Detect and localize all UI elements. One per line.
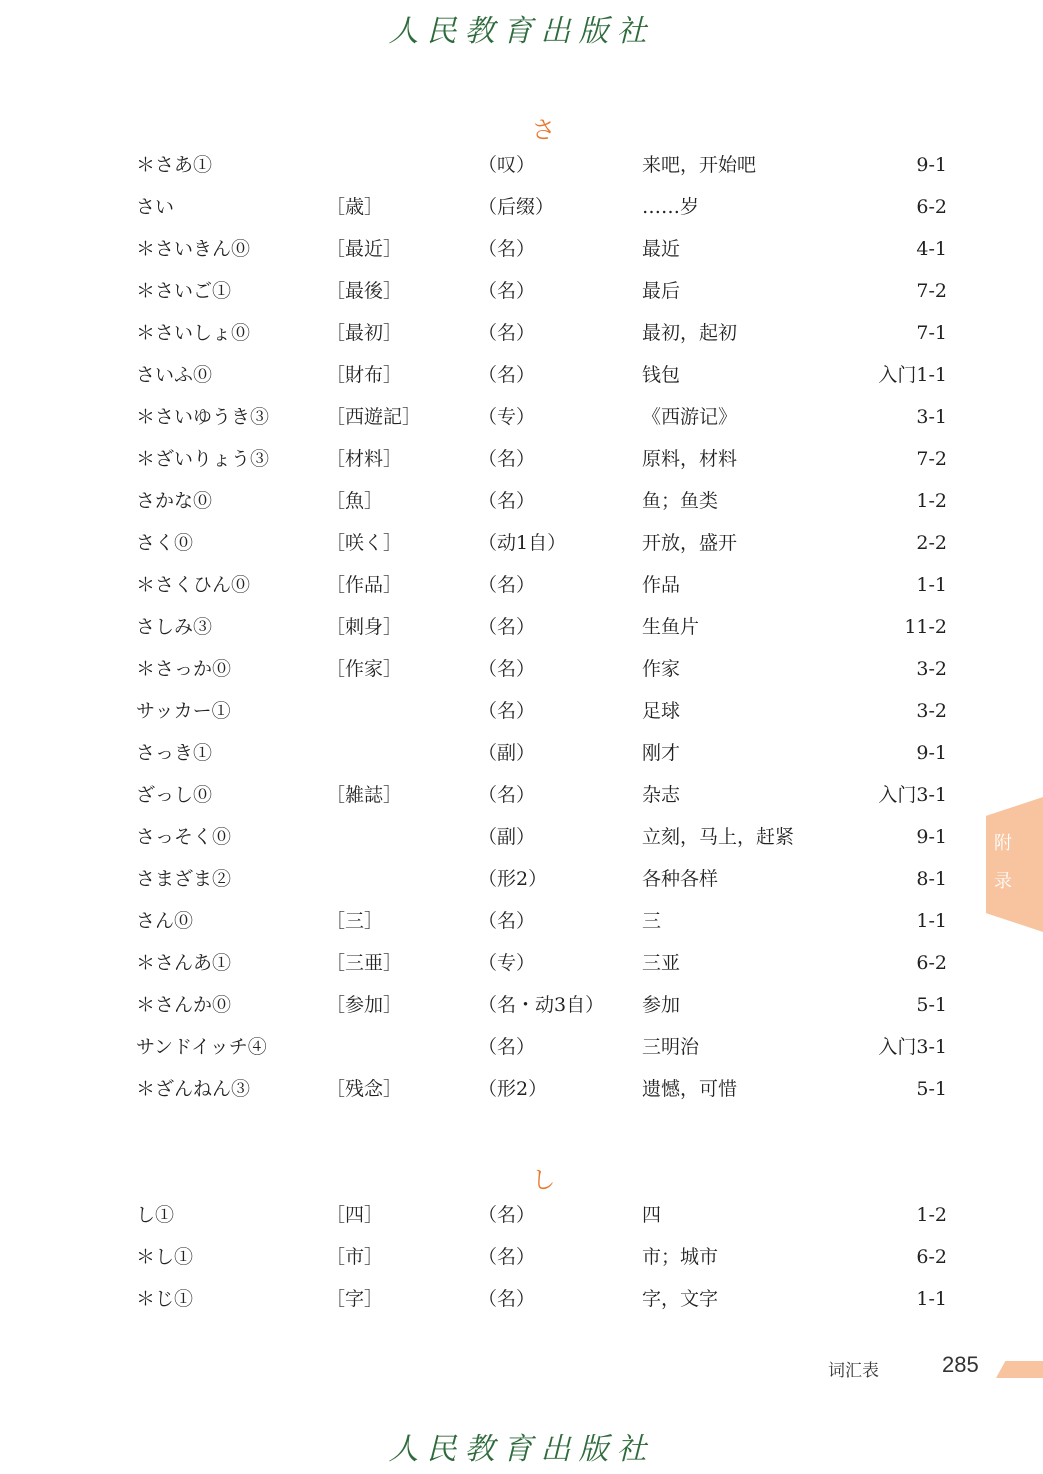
vocab-reading: ＊さんあ①	[136, 952, 232, 974]
vocab-reading: さん⓪	[136, 910, 194, 932]
vocab-row	[0, 312, 1043, 354]
vocab-lesson: 入门1-1	[878, 364, 947, 386]
vocab-lesson: 3-1	[916, 406, 947, 428]
vocab-meaning: 最初，起初	[642, 322, 738, 344]
vocab-part-of-speech: （名）	[478, 490, 536, 512]
vocab-meaning: 参加	[642, 994, 681, 1016]
footer-section-label: 词汇表	[828, 1361, 879, 1381]
vocab-kanji: ［四］	[326, 1204, 384, 1226]
vocab-row	[0, 648, 1043, 690]
vocab-row	[0, 690, 1043, 732]
vocab-meaning: 杂志	[642, 784, 681, 806]
vocab-lesson: 1-2	[916, 490, 947, 512]
vocab-reading: サッカー①	[136, 700, 231, 722]
vocab-meaning: 市；城市	[642, 1246, 719, 1268]
vocab-part-of-speech: （名）	[478, 364, 536, 386]
vocab-meaning: 各种各样	[642, 868, 719, 890]
vocab-part-of-speech: （名・动3自）	[478, 994, 605, 1016]
vocab-meaning: 钱包	[642, 364, 681, 386]
vocab-reading: さかな⓪	[136, 490, 213, 512]
vocab-lesson: 7-2	[916, 280, 947, 302]
vocab-row	[0, 774, 1043, 816]
vocab-list-sa	[0, 144, 1043, 1110]
vocab-meaning: 作品	[642, 574, 681, 596]
vocab-part-of-speech: （形2）	[478, 868, 548, 890]
vocab-row	[0, 816, 1043, 858]
vocab-meaning: 刚才	[642, 742, 681, 764]
vocab-meaning: 最后	[642, 280, 681, 302]
vocab-part-of-speech: （名）	[478, 700, 536, 722]
vocab-reading: さっき①	[136, 742, 213, 764]
vocab-meaning: 开放，盛开	[642, 532, 738, 554]
vocab-part-of-speech: （名）	[478, 784, 536, 806]
vocab-row	[0, 1068, 1043, 1110]
vocab-part-of-speech: （副）	[478, 826, 536, 848]
vocab-part-of-speech: （名）	[478, 1204, 536, 1226]
vocab-part-of-speech: （名）	[478, 322, 536, 344]
vocab-meaning: 鱼；鱼类	[642, 490, 719, 512]
vocab-meaning: 遗憾，可惜	[642, 1078, 738, 1100]
vocab-reading: ＊し①	[136, 1246, 194, 1268]
vocab-row	[0, 396, 1043, 438]
vocab-meaning: 三	[642, 910, 662, 932]
page-number: 285	[942, 1352, 979, 1377]
vocab-lesson: 1-1	[916, 1288, 947, 1310]
vocab-meaning: 三亚	[642, 952, 681, 974]
vocab-kanji: ［三亜］	[326, 952, 403, 974]
vocab-row	[0, 438, 1043, 480]
vocab-part-of-speech: （名）	[478, 280, 536, 302]
vocab-lesson: 11-2	[904, 616, 947, 638]
vocab-row	[0, 480, 1043, 522]
vocab-lesson: 9-1	[916, 826, 947, 848]
vocab-row	[0, 522, 1043, 564]
vocab-part-of-speech: （专）	[478, 952, 536, 974]
vocab-reading: ＊さあ①	[136, 154, 213, 176]
vocab-row	[0, 354, 1043, 396]
vocab-part-of-speech: （后缀）	[478, 196, 555, 218]
vocab-lesson: 6-2	[916, 952, 947, 974]
vocab-meaning: 《西游记》	[642, 406, 738, 428]
vocab-lesson: 7-1	[916, 322, 947, 344]
vocab-lesson: 5-1	[916, 994, 947, 1016]
vocab-part-of-speech: （形2）	[478, 1078, 548, 1100]
vocab-reading: ＊じ①	[136, 1288, 194, 1310]
vocab-part-of-speech: （名）	[478, 574, 536, 596]
vocab-reading: ＊さくひん⓪	[136, 574, 251, 596]
vocab-lesson: 9-1	[916, 154, 947, 176]
vocab-kanji: ［市］	[326, 1246, 384, 1268]
vocab-kanji: ［最初］	[326, 322, 403, 344]
vocab-kanji: ［雑誌］	[326, 784, 403, 806]
vocab-reading: さしみ③	[136, 616, 213, 638]
vocab-reading: し①	[136, 1204, 175, 1226]
vocab-meaning: 三明治	[642, 1036, 700, 1058]
vocab-reading: さい	[136, 196, 175, 218]
vocab-reading: ＊さいご①	[136, 280, 232, 302]
vocab-kanji: ［最近］	[326, 238, 403, 260]
vocab-kanji: ［作家］	[326, 658, 403, 680]
vocab-lesson: 9-1	[916, 742, 947, 764]
vocab-lesson: 6-2	[916, 1246, 947, 1268]
vocab-lesson: 入门3-1	[878, 784, 947, 806]
vocab-kanji: ［咲く］	[326, 532, 403, 554]
publisher-logo-top: 人民教育出版社	[388, 14, 655, 49]
vocab-row	[0, 564, 1043, 606]
vocab-reading: ＊さっか⓪	[136, 658, 232, 680]
vocab-meaning: 四	[642, 1204, 662, 1226]
vocab-part-of-speech: （名）	[478, 448, 536, 470]
vocab-kanji: ［残念］	[326, 1078, 403, 1100]
vocab-kanji: ［財布］	[326, 364, 403, 386]
vocab-row	[0, 144, 1043, 186]
vocab-part-of-speech: （动1自）	[478, 532, 567, 554]
vocab-row	[0, 1194, 1043, 1236]
vocab-row	[0, 1278, 1043, 1320]
vocab-meaning: 生鱼片	[642, 616, 700, 638]
vocab-meaning: 足球	[642, 700, 681, 722]
vocab-reading: ＊ざんねん③	[136, 1078, 251, 1100]
vocab-kanji: ［歳］	[326, 196, 384, 218]
vocab-lesson: 5-1	[916, 1078, 947, 1100]
vocab-lesson: 1-2	[916, 1204, 947, 1226]
vocab-reading: ＊さんか⓪	[136, 994, 232, 1016]
vocab-part-of-speech: （名）	[478, 1288, 536, 1310]
vocab-row	[0, 858, 1043, 900]
vocab-meaning: ……岁	[642, 196, 700, 218]
vocab-reading: ＊ざいりょう③	[136, 448, 270, 470]
vocab-row	[0, 1236, 1043, 1278]
vocab-lesson: 8-1	[916, 868, 947, 890]
vocab-lesson: 入门3-1	[878, 1036, 947, 1058]
vocab-reading: さいふ⓪	[136, 364, 213, 386]
vocab-reading: さまざま②	[136, 868, 232, 890]
vocab-part-of-speech: （叹）	[478, 154, 536, 176]
vocab-kanji: ［三］	[326, 910, 384, 932]
vocab-row	[0, 900, 1043, 942]
vocab-meaning: 字，文字	[642, 1288, 719, 1310]
vocab-row	[0, 984, 1043, 1026]
publisher-logo-bottom: 人民教育出版社	[388, 1432, 655, 1467]
vocab-kanji: ［材料］	[326, 448, 403, 470]
vocab-kanji: ［西遊記］	[326, 406, 422, 428]
vocab-row	[0, 1026, 1043, 1068]
vocab-reading: ＊さいしょ⓪	[136, 322, 251, 344]
vocab-part-of-speech: （副）	[478, 742, 536, 764]
vocab-part-of-speech: （名）	[478, 1246, 536, 1268]
vocab-kanji: ［最後］	[326, 280, 403, 302]
vocab-part-of-speech: （名）	[478, 658, 536, 680]
vocab-list-shi	[0, 1194, 1043, 1320]
vocab-lesson: 6-2	[916, 196, 947, 218]
vocab-reading: さっそく⓪	[136, 826, 232, 848]
vocab-lesson: 3-2	[916, 700, 947, 722]
vocab-kanji: ［魚］	[326, 490, 384, 512]
vocab-reading: ＊さいゆうき③	[136, 406, 270, 428]
vocab-meaning: 最近	[642, 238, 681, 260]
vocab-kanji: ［作品］	[326, 574, 403, 596]
footer-decoration-bar	[996, 1361, 1043, 1378]
vocab-part-of-speech: （名）	[478, 616, 536, 638]
section-heading-shi: し	[531, 1166, 556, 1194]
vocab-row	[0, 732, 1043, 774]
vocab-part-of-speech: （名）	[478, 1036, 536, 1058]
vocab-meaning: 原料，材料	[642, 448, 738, 470]
vocab-reading: さく⓪	[136, 532, 194, 554]
vocab-meaning: 来吧，开始吧	[642, 154, 757, 176]
section-heading-sa: さ	[531, 116, 556, 144]
vocab-lesson: 2-2	[916, 532, 947, 554]
vocab-reading: サンドイッチ④	[136, 1036, 267, 1058]
vocab-lesson: 3-2	[916, 658, 947, 680]
vocab-reading: ざっし⓪	[136, 784, 213, 806]
vocab-lesson: 4-1	[916, 238, 947, 260]
vocab-part-of-speech: （专）	[478, 406, 536, 428]
vocab-reading: ＊さいきん⓪	[136, 238, 251, 260]
vocab-part-of-speech: （名）	[478, 910, 536, 932]
vocab-lesson: 7-2	[916, 448, 947, 470]
vocab-row	[0, 228, 1043, 270]
vocab-meaning: 作家	[642, 658, 681, 680]
vocab-part-of-speech: （名）	[478, 238, 536, 260]
vocab-meaning: 立刻，马上，赶紧	[642, 826, 795, 848]
vocab-lesson: 1-1	[916, 574, 947, 596]
vocab-kanji: ［参加］	[326, 994, 403, 1016]
vocab-kanji: ［字］	[326, 1288, 384, 1310]
vocab-lesson: 1-1	[916, 910, 947, 932]
vocab-kanji: ［刺身］	[326, 616, 403, 638]
vocab-row	[0, 942, 1043, 984]
vocab-row	[0, 270, 1043, 312]
vocab-row	[0, 606, 1043, 648]
appendix-side-tab-label: 附录	[994, 833, 1012, 892]
vocab-row	[0, 186, 1043, 228]
